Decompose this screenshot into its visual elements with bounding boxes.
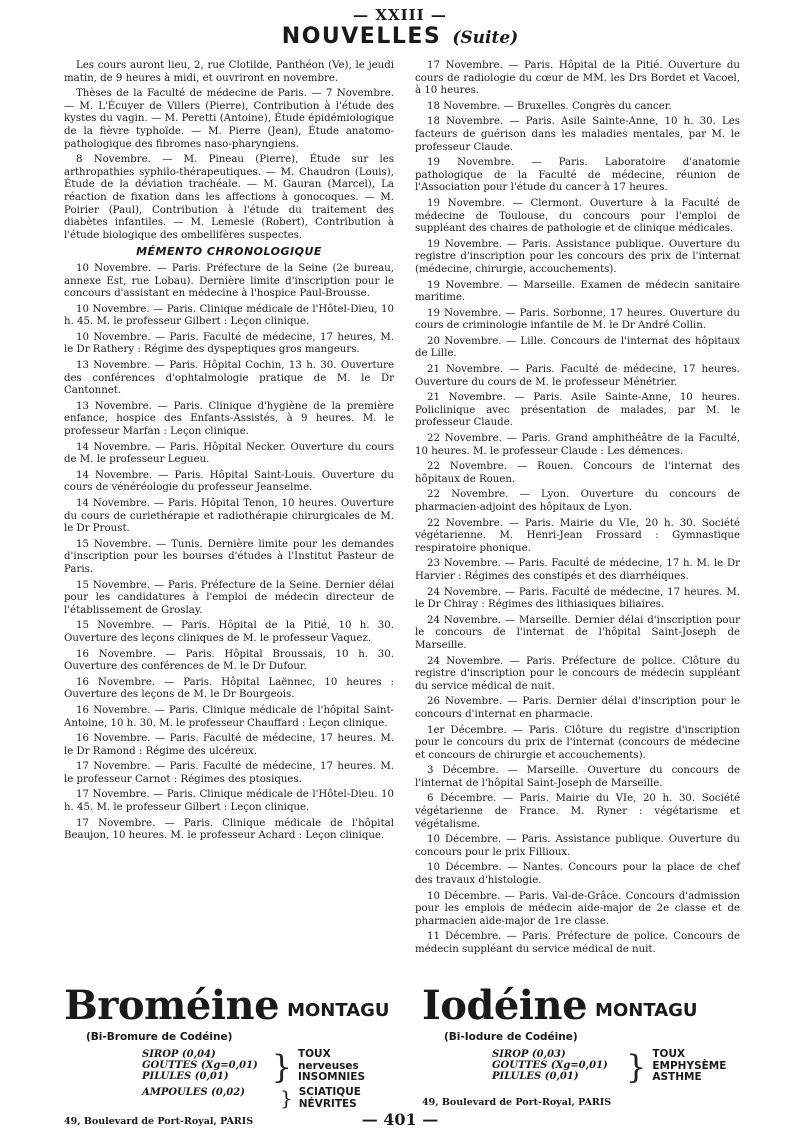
memento-entry: 10 Décembre. — Nantes. Concours pour la place de chef des travaux d'histologie. xyxy=(415,862,740,887)
memento-entry: 17 Novembre. — Paris. Clinique médicale de l'Hôtel-Dieu. 10 h. 45. M. le professeur Gilbert : Leçon clinique. xyxy=(64,789,394,814)
memento-entry: 23 Novembre. — Paris. Faculté de médecine, 17 h. M. le Dr Harvier : Régimes des constipés et des diarrhéiques. xyxy=(415,558,740,582)
product-form: PILULES (0,01) xyxy=(142,1071,229,1082)
memento-entry: 16 Novembre. — Paris. Hôpital Laënnec, 10 heures : Ouverture des leçons de M. le Dr Bourgeois. xyxy=(64,676,394,701)
title-suite: (Suite) xyxy=(452,28,519,48)
memento-entry: 19 Novembre. — Paris. Laboratoire d'anatomie pathologique de la Faculté de médecine, réunion de l'Association pour l'étude du cancer à 17 heures. xyxy=(415,157,740,194)
theses-paragraph: 8 Novembre. — M. Pineau (Pierre), Étude sur les arthropathies syphilo-thérapeutiques. — M. Chaudron (Louis), Étude de la déviation trachéale. — M. Gauran (Marcel), La réaction de fixation dans les affections à gonocoques. — M. Poirier (Paul), Contribution à l'étude du traitement des diabètes infantiles. — M. Lemesle (Robert), Contribution à l'étude biologique des ombellifères suspectes. xyxy=(64,154,394,241)
memento-entry: 24 Novembre. — Marseille. Dernier délai d'inscription pour le concours de l'internat de l'hôpital Saint-Joseph de Marseille. xyxy=(415,614,740,651)
maker-name: MONTAGU xyxy=(595,1000,698,1021)
brace-glyph: } xyxy=(271,1048,292,1086)
memento-entry: 22 Novembre. — Rouen. Concours de l'internat des hôpitaux de Rouen. xyxy=(415,461,740,485)
memento-entry: 10 Novembre. — Paris. Clinique médicale de l'Hôtel-Dieu, 10 h. 45. M. le professeur Gilbert : Leçon clinique. xyxy=(64,303,394,328)
memento-entry: 17 Novembre. — Paris. Faculté de médecine, 17 heures. M. le professeur Carnot : Régimes des ptosiques. xyxy=(64,761,394,785)
memento-entry: 6 Décembre. — Paris. Mairie du VIe, 20 h. 30. Société végétarienne de France. M. Ryner : végétarisme et végétalisme. xyxy=(415,793,740,830)
product-form: GOUTTES (Xg=0,01) xyxy=(492,1060,608,1071)
memento-entry: 21 Novembre. — Paris. Asile Sainte-Anne, 10 heures. Policlinique avec présentation de malades, par M. le professeur Claude. xyxy=(415,392,740,429)
memento-entry: 10 Novembre. — Paris. Faculté de médecine, 17 heures, M. le Dr Rathery : Régime des dyspeptiques gros mangeurs. xyxy=(64,331,394,356)
theses-paragraph: Thèses de la Faculté de médecine de Paris. — 7 Novembre. — M. L'Écuyer de Villers (Pierre), Contribution à l'étude des kystes du vagin. — M. Peretti (Antoine), Étude épidémiologique de la fièvre typhoïde. — M. Pierre (Jean), Étude anatomo-pathologique des fibromes naso-pharyngiens. xyxy=(64,88,394,150)
memento-entry: 21 Novembre. — Paris. Faculté de médecine, 17 heures. Ouverture du cours de M. le professeur Ménétrier. xyxy=(415,364,740,388)
indication: NÉVRITES xyxy=(298,1097,357,1110)
memento-entry: 22 Novembre. — Paris. Mairie du VIe, 20 h. 30. Société végétarienne. M. Henri-Jean Frossard : Gymnastique respiratoire phonique. xyxy=(415,517,740,554)
indication: TOUX xyxy=(652,1048,686,1060)
memento-entry: 19 Novembre. — Paris. Assistance publique. Ouverture du registre d'inscription pour les concours des prix de l'internat (médecine, chirurgie, accouchements). xyxy=(415,238,740,275)
iodeine-advertisement xyxy=(422,982,742,1108)
product-form: SIROP (0,03) xyxy=(492,1049,566,1060)
ad-body xyxy=(422,1049,742,1085)
memento-entry: 24 Novembre. — Paris. Faculté de médecine, 17 heures. M. le Dr Chiray : Régimes des lithiasiques biliaires. xyxy=(415,586,740,611)
indications xyxy=(298,1049,389,1085)
product-form: AMPOULES (0,02) xyxy=(142,1087,245,1098)
product-forms xyxy=(64,1087,274,1110)
memento-entry: 17 Novembre. — Paris. Hôpital de la Pitié. Ouverture du cours de radiologie du cœur de MM. les Drs Bordet et Vacoel, à 10 heures. xyxy=(415,60,740,97)
product-form: PILULES (0,01) xyxy=(492,1071,579,1082)
memento-entry: 11 Décembre. — Paris. Préfecture de police. Concours de médecin suppléant du service médical de nuit. xyxy=(415,931,740,955)
indication: TOUX nerveuses xyxy=(297,1048,359,1072)
ad-head xyxy=(422,982,742,1029)
memento-entry: 15 Novembre. — Paris. Hôpital de la Pitié, 10 h. 30. Ouverture des leçons cliniques de M. le professeur Vaquez. xyxy=(64,620,394,644)
memento-entry: 16 Novembre. — Paris. Clinique médicale de l'hôpital Saint-Antoine, 10 h. 30. M. le professeur Chauffard : Leçon clinique. xyxy=(64,704,394,729)
ad-body-secondary xyxy=(64,1087,389,1110)
memento-entry: 17 Novembre. — Paris. Clinique médicale de l'hôpital Beaujon, 10 heures. M. le professeur Achard : Leçon clinique. xyxy=(64,817,394,842)
announcement-paragraph: Les cours auront lieu, 2, rue Clotilde, Panthéon (Ve), le jeudi matin, de 9 heures à midi, et ouvriront en novembre. xyxy=(64,60,394,84)
ad-head xyxy=(64,982,390,1029)
brand-name: Broméine xyxy=(64,982,280,1029)
product-forms xyxy=(64,1049,266,1085)
memento-entry: 26 Novembre. — Paris. Dernier délai d'inscription pour le concours d'internat en pharmacie. xyxy=(415,696,740,720)
memento-entry: 10 Novembre. — Paris. Préfecture de la Seine (2e bureau, annexe Est, rue Lobau). Dernière limite d'inscription pour le concours d'assistant en médecine à l'hospice Paul-Brousse. xyxy=(64,262,394,300)
title-main: NOUVELLES xyxy=(281,24,442,49)
memento-entry: 16 Novembre. — Paris. Hôpital Broussais, 10 h. 30. Ouverture des conférences de M. le Dr Dufour. xyxy=(64,648,394,673)
brace-glyph: } xyxy=(280,1086,293,1110)
product-description: (Bi-Bromure de Codéine) xyxy=(86,1031,233,1043)
memento-entry: 16 Novembre. — Paris. Faculté de médecine, 17 heures. M. le Dr Ramond : Régime des ulcéreux. xyxy=(64,733,394,757)
memento-entry: 24 Novembre. — Paris. Préfecture de police. Clôture du registre d'inscription pour le concours de médecin suppléant du service médical de nuit. xyxy=(415,655,740,692)
memento-entry: 14 Novembre. — Paris. Hôpital Necker. Ouverture du cours de M. le professeur Legueu. xyxy=(64,441,394,466)
product-description: (Bi-Iodure de Codéine) xyxy=(444,1031,578,1043)
indication: ASTHME xyxy=(652,1071,702,1083)
ad-body xyxy=(64,1049,389,1085)
memento-entry: 19 Novembre. — Marseille. Examen de médecin sanitaire maritime. xyxy=(415,279,740,304)
ad-address: 49, Boulevard de Port-Royal, PARIS xyxy=(422,1097,612,1108)
indications xyxy=(299,1087,361,1110)
brand-name: Iodéine xyxy=(422,982,588,1029)
indication: INSOMNIES xyxy=(297,1071,366,1083)
memento-entry: 15 Novembre. — Tunis. Dernière limite pour les demandes d'inscription pour les bourses d'études à l'Institut Pasteur de Paris. xyxy=(64,538,394,575)
section-title xyxy=(0,24,800,49)
maker-name: MONTAGU xyxy=(287,1000,390,1021)
memento-entry: 18 Novembre. — Paris. Asile Sainte-Anne, 10 h. 30. Les facteurs de guérison dans les maladies mentales, par M. le professeur Claude. xyxy=(415,116,740,153)
indication: EMPHYSÈME xyxy=(652,1059,727,1072)
bromeine-advertisement xyxy=(64,982,390,1127)
product-form: SIROP (0,04) xyxy=(142,1049,216,1060)
memento-entry: 1er Décembre. — Paris. Clôture du registre d'inscription pour le concours du prix de l'internat (concours de médecine et concours de chirurgie et accouchements). xyxy=(415,724,740,761)
memento-entry: 19 Novembre. — Clermont. Ouverture à la Faculté de médecine de Toulouse, du concours pour l'emploi de suppléant des chaires de pathologie et de clinique médicales. xyxy=(415,197,740,235)
memento-heading: MÉMENTO CHRONOLOGIQUE xyxy=(136,245,322,259)
ad-address: 49, Boulevard de Port-Royal, PARIS xyxy=(64,1116,254,1127)
page-number: — 401 — xyxy=(361,1110,439,1129)
left-column xyxy=(64,60,394,846)
memento-entry: 19 Novembre. — Paris. Sorbonne, 17 heures. Ouverture du cours de criminologie infantile de M. le Dr André Collin. xyxy=(415,307,740,332)
memento-entry: 3 Décembre. — Marseille. Ouverture du concours de l'internat de l'hôpital Saint-Joseph de Marseille. xyxy=(415,765,740,789)
memento-entry: 15 Novembre. — Paris. Préfecture de la Seine. Dernier délai pour les candidatures à l'emploi de médecin directeur de l'établissement de Groslay. xyxy=(64,579,394,616)
memento-entry: 14 Novembre. — Paris. Hôpital Saint-Louis. Ouverture du cours de vénéréologie du professeur Jeanselme. xyxy=(64,469,394,494)
brace-glyph: } xyxy=(626,1048,647,1086)
indications xyxy=(652,1049,726,1085)
memento-entry: 18 Novembre. — Bruxelles. Congrès du cancer. xyxy=(427,100,672,112)
memento-entry: 10 Décembre. — Paris. Val-de-Grâce. Concours d'admission pour les emplois de médecin aide-major de 2e classe et de pharmacien aide-major de 1re classe. xyxy=(415,890,740,927)
memento-entry: 22 Novembre. — Lyon. Ouverture du concours de pharmacien-adjoint des hôpitaux de Lyon. xyxy=(415,489,740,513)
memento-entry: 14 Novembre. — Paris. Hôpital Tenon, 10 heures. Ouverture du cours de curiethérapie et radiothérapie chirurgicales de M. le Dr Proust. xyxy=(64,498,394,535)
right-column xyxy=(415,60,740,960)
memento-entry: 22 Novembre. — Paris. Grand amphithéâtre de la Faculté, 10 heures. M. le professeur Claude : Les démences. xyxy=(415,433,740,457)
memento-entry: 13 Novembre. — Paris. Hôpital Cochin, 13 h. 30. Ouverture des conférences d'ophtalmologie pratique de M. le Dr Cantonnet. xyxy=(64,360,394,397)
memento-entry: 10 Décembre. — Paris. Assistance publique. Ouverture du concours pour le prix Fillioux. xyxy=(415,834,740,858)
memento-entry: 20 Novembre. — Lille. Concours de l'internat des hôpitaux de Lille. xyxy=(415,335,740,360)
roman-page-number: — XXIII — xyxy=(353,6,447,24)
product-form: GOUTTES (Xg=0,01) xyxy=(142,1060,258,1071)
product-forms xyxy=(422,1049,620,1085)
indication: SCIATIQUE xyxy=(298,1086,361,1098)
memento-entry: 13 Novembre. — Paris. Clinique d'hygiène de la première enfance, hospice des Enfants-Assistés, à 9 heures. M. le professeur Marfan : Leçon clinique. xyxy=(64,400,394,438)
